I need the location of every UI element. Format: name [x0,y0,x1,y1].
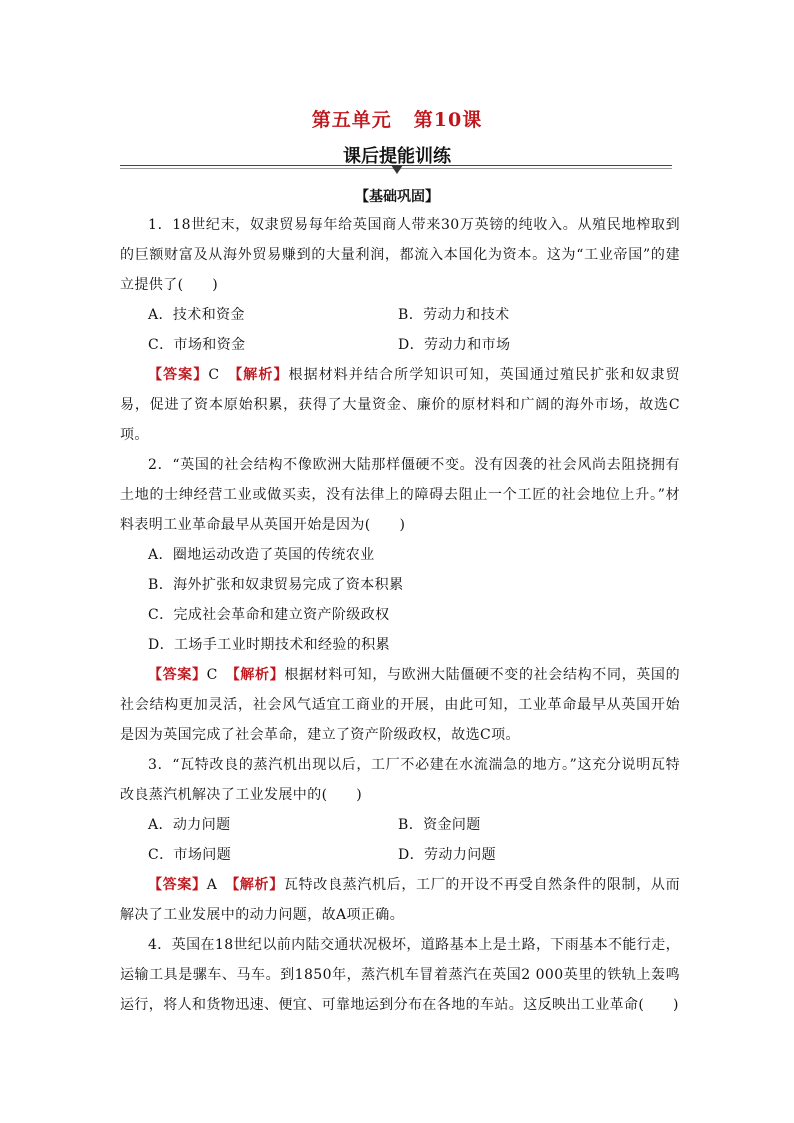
question-3-option-a: A．动力问题 [148,817,231,833]
lesson-title: 第10课 [413,109,483,131]
question-3-answer [120,870,680,930]
question-1-options-row-1 [120,300,680,330]
question-2-option-b: B．海外扩张和奴隶贸易完成了资本积累 [148,577,404,593]
answer-letter: C [208,367,220,383]
question-3-option-c: C．市场问题 [148,847,232,863]
answer-letter: C [206,667,218,683]
analysis-tag: 【解析】 [232,667,285,683]
question-2-option-a: A．圈地运动改造了英国的传统农业 [148,547,375,563]
unit-title: 第五单元 [311,109,392,131]
question-2-option-c: C．完成社会革命和建立资产阶级政权 [148,607,390,623]
analysis-text: 根据材料可知，与欧洲大陆僵硬不变的社会结构不同，英国的社会结构更加灵活，社会风气适宜工商业的开展，由此可知，工业革命最早从英国开始是因为英国完成了社会革命，建立了资产阶级政权，故选C项。 [120,667,680,743]
questions-content [120,210,680,1020]
answer-letter: A [206,877,218,893]
question-1-stem: 1．18世纪末，奴隶贸易每年给英国商人带来30万英镑的纯收入。从殖民地榨取到的巨额财富及从海外贸易赚到的大量利润，都流入本国化为资本。这为“工业帝国”的建立提供了( ) [120,217,680,293]
question-1-option-c: C．市场和资金 [148,337,246,353]
question-2-stem: 2．“英国的社会结构不像欧洲大陆那样僵硬不变。没有因袭的社会风尚去阻挠拥有土地的士绅经营工业或做买卖，没有法律上的障碍去阻止一个工匠的社会地位上升。”材料表明工业革命最早从英国开始是因为( ) [120,457,680,533]
question-1-option-b: B．劳动力和技术 [398,307,510,323]
question-1-option-d: D．劳动力和市场 [398,337,511,353]
answer-tag: 【答案】 [148,367,209,383]
question-1-options-row-2 [120,330,680,360]
analysis-tag: 【解析】 [232,877,284,893]
question-4-stem: 4．英国在18世纪以前内陆交通状况极坏，道路基本上是土路，下雨基本不能行走，运输工具是骡车、马车。到1850年，蒸汽机车冒着蒸汽在英国2 000英里的铁轨上轰鸣运行，将人和货物迅速、便宜、可靠地运到分布在各地的车站。这反映出工业革命( ) [120,937,680,1013]
question-1-option-a: A．技术和资金 [148,307,245,323]
question-3-stem: 3．“瓦特改良的蒸汽机出现以后，工厂不必建在水流湍急的地方。”这充分说明瓦特改良蒸汽机解决了工业发展中的( ) [120,757,680,803]
triangle-marker-icon [391,165,403,174]
question-1-answer [120,360,680,450]
answer-tag: 【答案】 [148,667,207,683]
analysis-text: 根据材料并结合所学知识可知，英国通过殖民扩张和奴隶贸易，促进了资本原始积累，获得了大量资金、廉价的原材料和广阔的海外市场，故选C项。 [120,367,680,443]
page-subtitle: 课后提能训练 [343,146,451,167]
answer-tag: 【答案】 [148,877,207,893]
question-2-option-d: D．工场手工业时期技术和经验的积累 [148,637,391,653]
section-heading: 【基础巩固】 [355,189,439,205]
question-3-option-d: D．劳动力问题 [398,847,497,863]
analysis-tag: 【解析】 [235,367,289,383]
page-title [0,105,794,132]
analysis-text: 瓦特改良蒸汽机后，工厂的开设不再受自然条件的限制，从而解决了工业发展中的动力问题，故A项正确。 [120,877,680,923]
question-3-options-row-1 [120,810,680,840]
question-3-options-row-2 [120,840,680,870]
question-3-option-b: B．资金问题 [398,817,481,833]
question-2-answer [120,660,680,750]
